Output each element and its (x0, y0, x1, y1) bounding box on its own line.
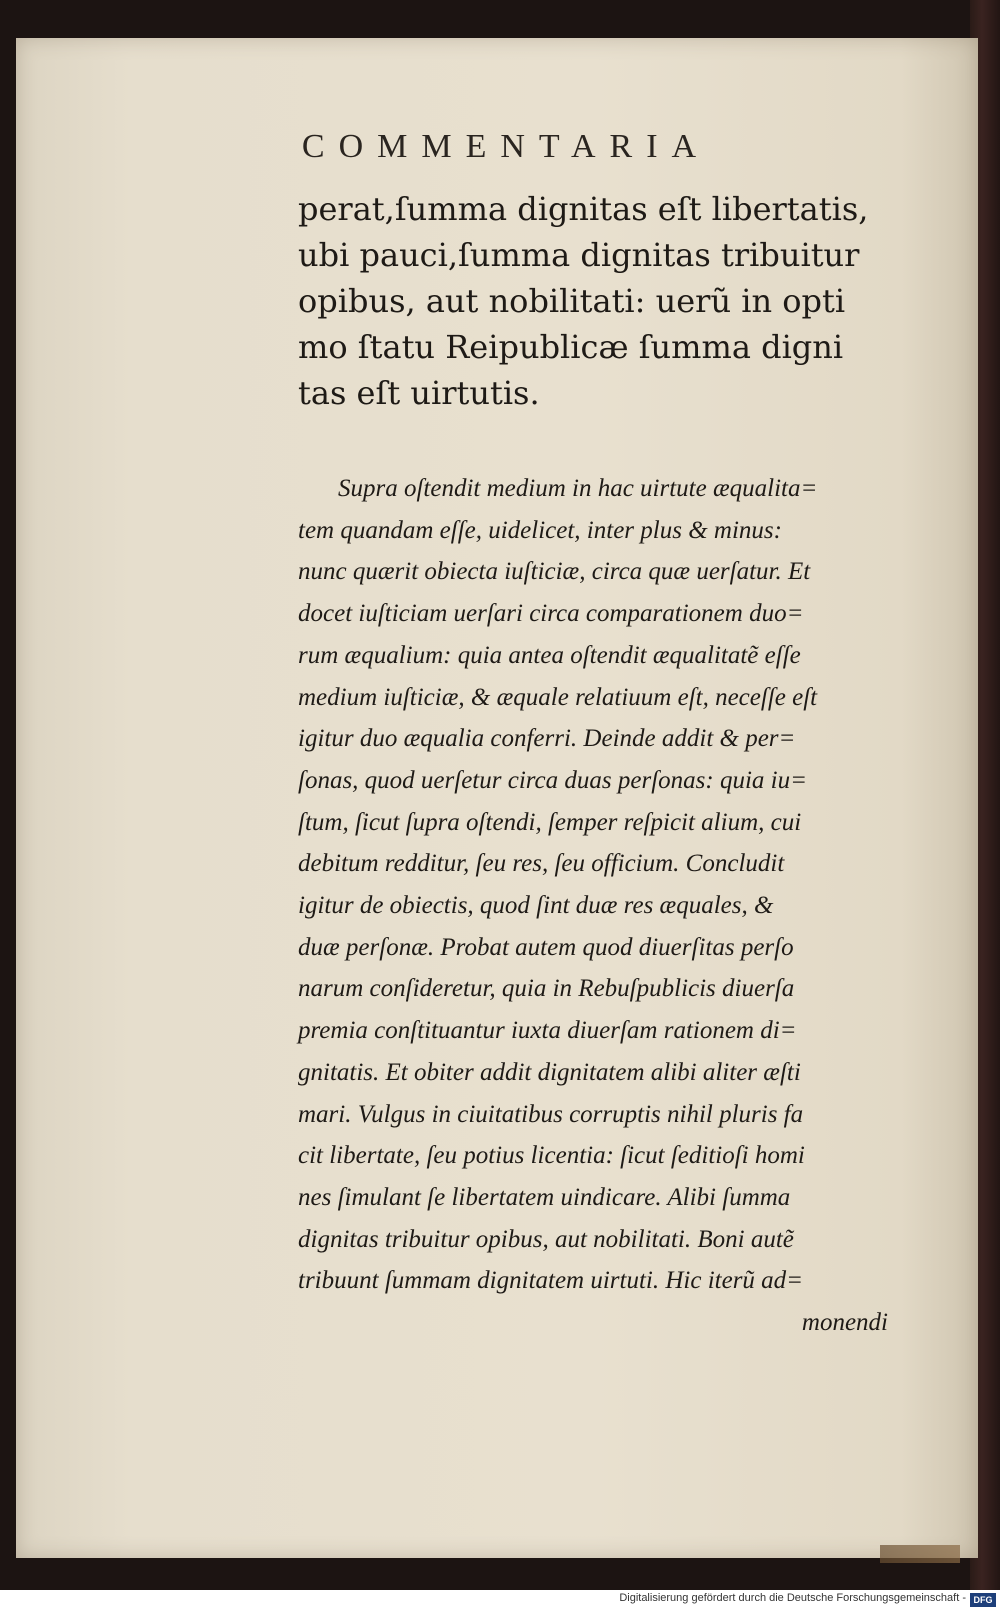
main-text-line: perat,ſumma dignitas eſt libertatis, (298, 190, 869, 228)
commentary-line: cit libertate, ſeu potius licentia: ſicut ſeditioſi homi (298, 1142, 805, 1170)
commentary-line: rum æqualium: quia antea oſtendit æqualitatẽ eſſe (298, 641, 801, 669)
main-text-line: ubi pauci,ſumma dignitas tribuitur (298, 236, 860, 274)
commentary-line: ſtum, ſicut ſupra oſtendi, ſemper reſpicit alium, cui (298, 808, 802, 836)
main-text-block (298, 186, 938, 416)
running-head: COMMENTARIA (301, 128, 711, 165)
funding-credit: Digitalisierung gefördert durch die Deutsche Forschungsgemeinschaft - (619, 1592, 966, 1604)
main-text-line: tas eſt uirtutis. (298, 374, 540, 412)
commentary-line: Supra oſtendit medium in hac uirtute æqualita= (338, 475, 818, 502)
commentary-line: tribuunt ſummam dignitatem uirtuti. Hic iterũ ad= (298, 1267, 804, 1295)
commentary-line: igitur de obiectis, quod ſint duæ res æquales, & (298, 892, 774, 920)
main-text-line: mo ſtatu Reipublicæ ſumma digni (298, 328, 844, 366)
commentary-line: igitur duo æqualia conferri. Deinde addit & per= (298, 725, 796, 753)
commentary-line: mari. Vulgus in ciuitatibus corruptis nihil pluris fa (298, 1100, 804, 1128)
commentary-block (298, 468, 938, 1344)
page-corner-stain (880, 1545, 960, 1563)
commentary-line: tem quandam eſſe, uidelicet, inter plus & minus: (298, 516, 782, 544)
commentary-line: duæ perſonæ. Probat autem quod diuerſitas perſo (298, 933, 794, 961)
main-text-line: opibus, aut nobilitati: uerũ in opti (298, 282, 846, 320)
commentary-line: docet iuſticiam uerſari circa comparationem duo= (298, 600, 804, 628)
commentary-line: narum conſideretur, quia in Rebuſpublicis diuerſa (298, 975, 795, 1003)
commentary-line: debitum redditur, ſeu res, ſeu officium. Concludit (298, 850, 785, 878)
book-page (16, 38, 978, 1558)
dfg-logo-icon: DFG (970, 1593, 996, 1607)
commentary-line: ſonas, quod uerſetur circa duas perſonas: quia iu= (298, 766, 807, 794)
digitization-footer (0, 1590, 1000, 1613)
commentary-line: nes ſimulant ſe libertatem uindicare. Alibi ſumma (298, 1183, 791, 1211)
commentary-line: medium iuſticiæ, & æquale relatiuum eſt, neceſſe eſt (298, 683, 818, 711)
commentary-line: nunc quærit obiecta iuſticiæ, circa quæ uerſatur. Et (298, 558, 811, 586)
commentary-line: dignitas tribuitur opibus, aut nobilitati. Boni autẽ (298, 1225, 794, 1253)
commentary-line: gnitatis. Et obiter addit dignitatem alibi aliter æſti (298, 1058, 801, 1086)
commentary-line: premia conſtituantur iuxta diuerſam rationem di= (298, 1017, 797, 1045)
catchword: monendi (801, 1309, 888, 1337)
